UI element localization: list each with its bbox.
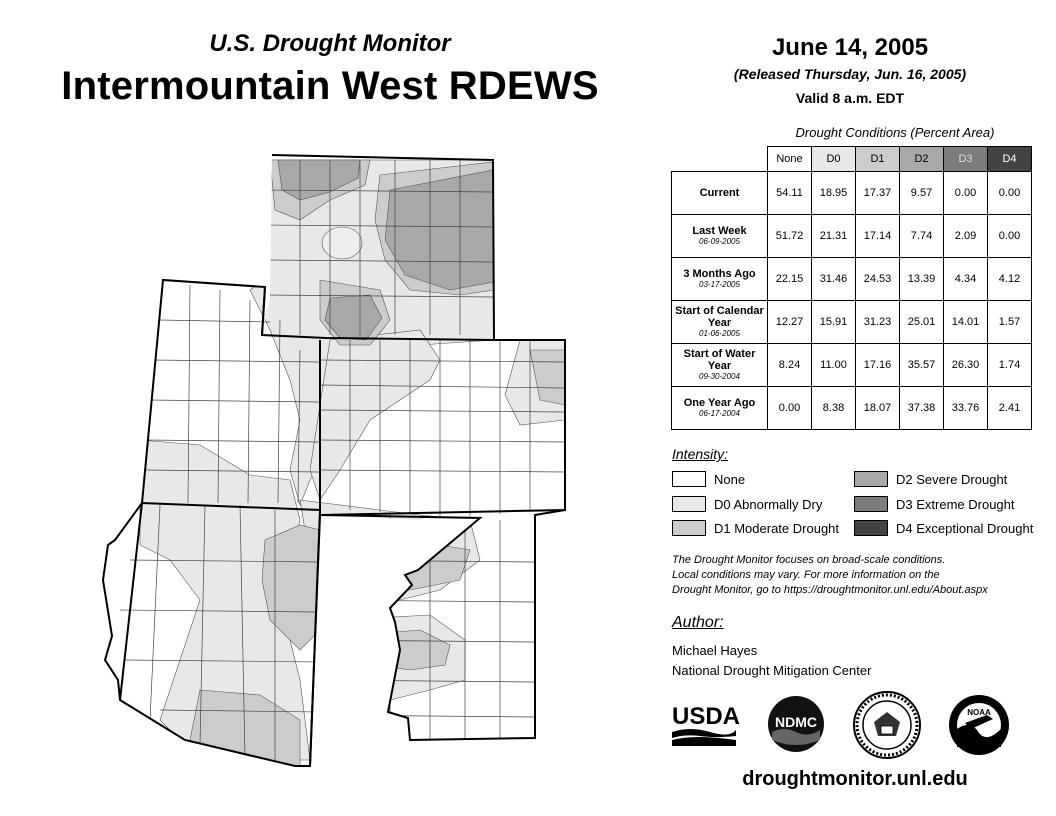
drought-monitor-note	[672, 553, 1042, 598]
legend-item-d1	[672, 520, 839, 536]
table-cell: 2.09	[944, 215, 988, 258]
row-label	[672, 215, 768, 258]
legend-swatch	[854, 520, 888, 536]
legend-swatch	[672, 496, 706, 512]
table-cell: 14.01	[944, 301, 988, 344]
table-cell: 31.23	[856, 301, 900, 344]
table-corner	[672, 147, 768, 172]
legend-label: D2 Severe Drought	[896, 471, 1008, 487]
table-cell: 7.74	[900, 215, 944, 258]
table-caption: Drought Conditions (Percent Area)	[795, 125, 995, 140]
table-cell: 1.57	[988, 301, 1032, 344]
table-row	[672, 258, 1032, 301]
table-row	[672, 215, 1032, 258]
row-label-text: 3 Months Ago	[683, 268, 756, 280]
row-date: 06-17-2004	[699, 409, 740, 418]
table-cell: 26.30	[944, 344, 988, 387]
legend-label: None	[714, 471, 746, 487]
author-heading: Author:	[672, 614, 724, 631]
table-cell: 33.76	[944, 387, 988, 430]
row-date: 09-30-2004	[699, 372, 740, 381]
table-cell: 9.57	[900, 172, 944, 215]
row-label	[672, 258, 768, 301]
row-date: 03-17-2005	[699, 280, 740, 289]
drought-areas	[90, 148, 580, 773]
table-cell: 13.39	[900, 258, 944, 301]
author-org: National Drought Mitigation Center	[672, 663, 872, 678]
table-cell: 24.53	[856, 258, 900, 301]
author-block	[672, 641, 871, 681]
col-header-d3: D3	[944, 147, 988, 172]
table-cell: 22.15	[768, 258, 812, 301]
table-row	[672, 301, 1032, 344]
legend-item-d0	[672, 496, 822, 512]
map-title: Intermountain West RDEWS	[61, 64, 599, 108]
valid-time: Valid 8 a.m. EDT	[795, 90, 905, 106]
usda-logo-icon	[670, 700, 740, 750]
table-cell: 8.38	[812, 387, 856, 430]
table-row	[672, 387, 1032, 430]
commerce-seal-icon	[852, 690, 922, 760]
row-label-text: One Year Ago	[683, 397, 756, 409]
note-line: Local conditions may vary. For more information on the	[672, 569, 940, 581]
table-cell: 18.95	[812, 172, 856, 215]
table-cell: 0.00	[944, 172, 988, 215]
col-header-none: None	[768, 147, 812, 172]
table-cell: 17.37	[856, 172, 900, 215]
row-label	[672, 387, 768, 430]
table-cell: 0.00	[768, 387, 812, 430]
legend-swatch	[854, 471, 888, 487]
row-label	[672, 344, 768, 387]
table-cell: 51.72	[768, 215, 812, 258]
legend-label: D0 Abnormally Dry	[714, 496, 823, 512]
table-cell: 18.07	[856, 387, 900, 430]
map-date: June 14, 2005	[771, 34, 929, 61]
table-cell: 12.27	[768, 301, 812, 344]
row-label-text: Current	[699, 187, 740, 199]
row-label-text: Start of Calendar Year	[675, 305, 764, 329]
row-label-text: Last Week	[692, 225, 747, 237]
table-row	[672, 344, 1032, 387]
table-cell: 17.14	[856, 215, 900, 258]
table-header-row	[672, 147, 1032, 172]
table-cell: 8.24	[768, 344, 812, 387]
usda-text: USDA	[672, 703, 740, 730]
table-cell: 15.91	[812, 301, 856, 344]
col-header-d0: D0	[812, 147, 856, 172]
table-cell: 0.00	[988, 172, 1032, 215]
table-row	[672, 172, 1032, 215]
intensity-title: Intensity:	[672, 446, 729, 462]
website-url[interactable]: droughtmonitor.unl.edu	[742, 768, 968, 790]
row-label-text: Start of Water Year	[683, 348, 756, 372]
noaa-text: NOAA	[967, 708, 991, 717]
col-header-d4: D4	[988, 147, 1032, 172]
drought-map	[90, 148, 580, 773]
noaa-logo-icon	[947, 693, 1011, 757]
legend-item-d3	[854, 496, 1015, 512]
table-cell: 11.00	[812, 344, 856, 387]
col-header-d2: D2	[900, 147, 944, 172]
row-label	[672, 172, 768, 215]
note-line: The Drought Monitor focuses on broad-scale conditions.	[672, 554, 946, 566]
legend-swatch	[672, 471, 706, 487]
map-subtitle: U.S. Drought Monitor	[209, 30, 451, 57]
table-cell: 4.12	[988, 258, 1032, 301]
author-name: Michael Hayes	[672, 643, 758, 658]
ndmc-logo-icon	[762, 694, 830, 754]
table-cell: 31.46	[812, 258, 856, 301]
table-cell: 25.01	[900, 301, 944, 344]
col-header-d1: D1	[856, 147, 900, 172]
table-cell: 1.74	[988, 344, 1032, 387]
row-date: 06-09-2005	[699, 237, 740, 246]
table-cell: 35.57	[900, 344, 944, 387]
legend-item-d2	[854, 471, 1007, 487]
table-cell: 2.41	[988, 387, 1032, 430]
table-cell: 37.38	[900, 387, 944, 430]
row-label	[672, 301, 768, 344]
legend-swatch	[672, 520, 706, 536]
table-cell: 17.16	[856, 344, 900, 387]
release-date: (Released Thursday, Jun. 16, 2005)	[733, 66, 967, 82]
legend-label: D1 Moderate Drought	[714, 520, 840, 536]
legend-label: D3 Extreme Drought	[896, 496, 1015, 512]
table-cell: 54.11	[768, 172, 812, 215]
legend-item-d4	[854, 520, 1033, 536]
legend-swatch	[854, 496, 888, 512]
row-date: 01-06-2005	[699, 329, 740, 338]
table-cell: 21.31	[812, 215, 856, 258]
drought-conditions-table	[671, 146, 1032, 430]
table-cell: 0.00	[988, 215, 1032, 258]
ndmc-text: NDMC	[775, 714, 817, 730]
legend-label: D4 Exceptional Drought	[896, 520, 1034, 536]
note-line: Drought Monitor, go to https://droughtmonitor.unl.edu/About.aspx	[672, 584, 988, 596]
table-cell: 4.34	[944, 258, 988, 301]
legend-item-none	[672, 471, 745, 487]
